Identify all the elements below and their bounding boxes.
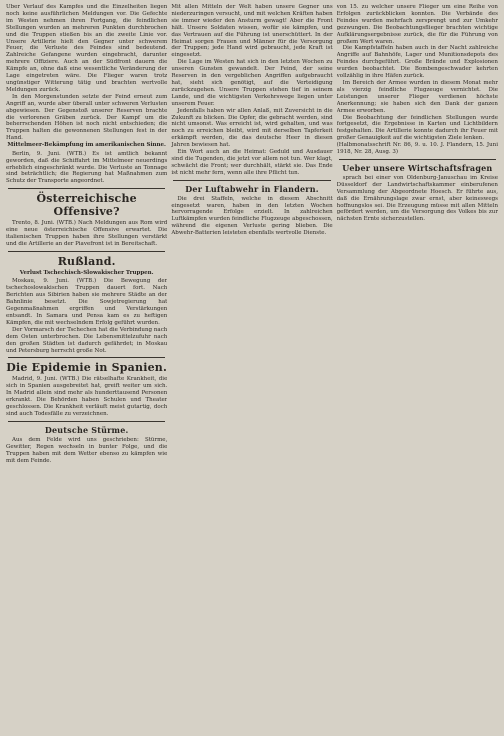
- article-paragraph: Mit allen Mitteln der Welt haben unsere Gegner uns niederzuringen versucht, und mit welchen Kräften haben sie immer wieder den Ansturm gewagt! Aber die Front hält. Unsere Soldaten wissen, wofür sie kämpfen, und das Vertrauen auf die Führung ist unerschüttert. In der Heimat sorgen Frauen und Männer für die Versorgung der Truppen; jede Hand wird gebraucht, jede Kraft ist eingesetzt.: [171, 4, 333, 59]
- headline-luftabwehr: Der Luftabwehr in Flandern.: [185, 183, 319, 194]
- article-paragraph: Der Vormarsch der Tschechen hat die Verbindung nach dem Osten unterbrochen. Die Lebensmittelzufuhr nach den großen Städten ist dadurch gefährdet; in Moskau und Petersburg herrscht große Not.: [6, 326, 168, 354]
- article-paragraph: Über Verlauf des Kampfes und die Einzelheiten liegen noch keine ausführlichen Meldungen vor. Die Gefechte im Westen nehmen ihren Fortgang, die feindlichen Stellungen wurden an mehreren Punkten durchbrochen und die Truppen stießen bis an die zweite Linie vor. Unsere Artillerie hielt den Gegner unter schwerem Feuer, die Verluste des Feindes sind bedeutend. Zahlreiche Gefangene wurden eingebracht, darunter mehrere Offiziere. Auch an der Südfront dauern die Kämpfe an, ohne daß eine wesentliche Veränderung der Lage eingetreten wäre. Die Flieger waren trotz ungünstiger Witterung tätig und brachten wertvolle Meldungen zurück.: [6, 4, 168, 93]
- article-paragraph: von 15. zu welcher unsere Flieger um eine Reihe von Erfolgen zurückblicken konnten. Die Verbände des Feindes wurden mehrfach zersprengt und zur Umkehr gezwungen. Die Beobachtungsflieger brachten wichtige Aufklärungsergebnisse zurück, die für die Führung von großem Wert waren.: [336, 4, 498, 45]
- divider: [339, 159, 496, 160]
- column-left: [6, 4, 167, 730]
- article-paragraph: Madrid, 9. Juni. (WTB.) Die rätselhafte Krankheit, die sich in Spanien ausgebreitet hat, greift weiter um sich. In Madrid allein sind mehr als hunderttausend Personen erkrankt. Die Behörden haben Schulen und Theater geschlossen. Die Krankheit verläuft meist gutartig, doch sind auch Todesfälle zu verzeichnen.: [6, 376, 168, 417]
- headline-stuerme: Deutsche Stürme.: [44, 424, 129, 435]
- article-paragraph: Ein Wort auch an die Heimat: Geduld und Ausdauer sind die Tugenden, die jetzt vor allem not tun. Wer klagt, schwächt die Front; wer durchhält, stärkt sie. Das Ende ist nicht mehr fern, wenn alle ihre Pflicht tun.: [171, 149, 333, 176]
- article-paragraph: Die Kampfstaffeln haben auch in der Nacht zahlreiche Angriffe auf Bahnhöfe, Lager und Munitionsdepots des Feindes durchgeführt. Große Brände und Explosionen wurden beobachtet. Die Bombengeschwader kehrten vollzählig in ihre Häfen zurück.: [336, 45, 498, 80]
- headline-russland: Rußland.: [57, 254, 116, 268]
- article-paragraph: Moskau, 9. Juni. (WTB.) Die Bewegung der tschechoslowakischen Truppen dauert fort. Nach Berichten aus Sibirien haben sie mehrere Städte an der Bahnlinie besetzt. Die Sowjetregierung hat Gegenmaßnahmen ergriffen und Verstärkungen entsandt. In Samara und Pensa kam es zu heftigen Kämpfen, die mit wechselndem Erfolg geführt wurden.: [6, 278, 168, 326]
- article-paragraph: Die Beobachtung der feindlichen Stellungen wurde fortgesetzt, die Ergebnisse in Karten und Lichtbildern festgehalten. Die Artillerie konnte dadurch ihr Feuer mit großer Genauigkeit auf die wichtigsten Ziele lenken.: [336, 114, 498, 142]
- article-paragraph: Im Bereich der Armee wurden in diesem Monat mehr als vierzig feindliche Flugzeuge vernichtet. Die Leistungen unserer Flieger verdienen höchste Anerkennung; sie haben sich den Dank der ganzen Armee erworben.: [336, 79, 498, 114]
- article-paragraph: In den Morgenstunden setzte der Feind erneut zum Angriff an, wurde aber überall unter schweren Verlusten abgewiesen. Der Gegenstoß unserer Reserven brachte die verlorenen Gräben zurück. Der Kampf um die beherrschenden Höhen ist noch nicht entschieden; die Truppen halten die gewonnenen Stellungen fest in der Hand.: [6, 93, 168, 142]
- article-paragraph: Aus dem Felde wird uns geschrieben: Stürme, Gewitter, Regen wechseln in bunter Folge, und die Truppen haben mit dem Wetter ebenso zu kämpfen wie mit dem Feinde.: [6, 436, 168, 464]
- divider: [8, 251, 165, 252]
- headline-wirtschaftsfragen: Ueber unsere Wirtschaftsfragen: [342, 162, 493, 173]
- divider: [8, 421, 165, 422]
- subheadline: Verlust Tschechisch-Slowakischer Truppen.: [19, 269, 154, 276]
- article-paragraph: Die drei Staffeln, welche in diesem Abschnitt eingesetzt waren, haben in den letzten Wochen hervorragende Erfolge erzielt. In zahlreichen Luftkämpfen wurden feindliche Flugzeuge abgeschossen, während die eigenen Verluste gering blieben. Die Abwehr-Batterien leisteten ebenfalls wertvolle Dienste.: [171, 195, 333, 237]
- divider: [8, 188, 165, 189]
- divider: [173, 180, 330, 181]
- article-paragraph: Die Lage im Westen hat sich in den letzten Wochen zu unseren Gunsten gewandelt. Der Feind, der seine Reserven in den vergeblichen Angriffen aufgebraucht hat, sieht sich genötigt, auf die Verteidigung zurückzugehen. Unsere Truppen stehen tief in seinem Lande, und die wichtigsten Verkehrswege liegen unter unserem Feuer.: [171, 59, 333, 107]
- headline-offensive: Österreichische Offensive?: [36, 192, 137, 219]
- column-right: [337, 4, 498, 730]
- divider: [8, 357, 165, 358]
- article-paragraph: Trento, 8. Juni. (WTB.) Nach Meldungen aus Rom wird eine neue österreichische Offensive erwartet. Die italienischen Truppen haben ihre Stellungen verstärkt und die Artillerie an der Piavefront ist in Bereitschaft.: [6, 220, 168, 247]
- source-line: (Halbmonatsschrift Nr. 86, 9. u. 10. J. Flandern, 15. Juni 1918, Nr. 28, Ausg. 3): [336, 142, 498, 156]
- article-paragraph: Jedenfalls haben wir allen Anlaß, mit Zuversicht in die Zukunft zu blicken. Die Opfer, die gebracht werden, sind nicht umsonst. Was erreicht ist, wird gehalten, und was noch zu erreichen bleibt, wird mit derselben Tapferkeit erkämpft werden, die das deutsche Heer in diesen Jahren bewiesen hat.: [171, 107, 333, 149]
- section-heading: Mittelmeer-Bekämpfung im amerikanischen Sinne.: [7, 142, 166, 149]
- column-middle: [171, 4, 332, 730]
- headline-epidemie: Die Epidemie in Spanien.: [6, 361, 168, 375]
- article-paragraph: sprach bei einer von Oldenburg-Januschau im Kreise Düsseldorf der Landwirtschaftskammer einberufenen Versammlung der Abgeordnete Hoesch. Er führte aus, daß die Ernährungslage zwar ernst, aber keineswegs hoffnungslos sei. Die Erzeugung müsse mit allen Mitteln gefördert werden, um die Versorgung des Volkes bis zur nächsten Ernte sicherzustellen.: [336, 174, 498, 223]
- article-paragraph: Berlin, 9. Juni. (WTB.) Es ist amtlich bekannt geworden, daß die Schiffahrt im Mittelmeer neuerdings erheblich eingeschränkt wurde. Die Verluste an Tonnage sind beträchtlich; die Regierung hat Maßnahmen zum Schutz der Transporte angeordnet.: [6, 150, 168, 185]
